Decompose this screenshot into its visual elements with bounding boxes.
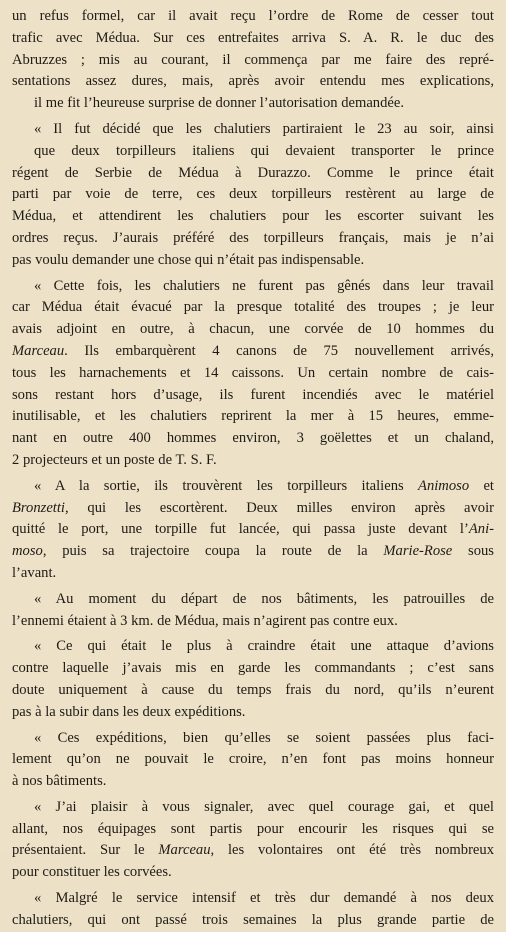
text-line: sons restant hors d’usage, ils furent incendiés avec le matériel — [12, 386, 494, 403]
paragraph-9 — [12, 888, 494, 932]
text-line: « J’ai plaisir à vous signaler, avec quel courage gai, et quel — [34, 798, 494, 815]
text-line: pour constituer les corvées. — [12, 864, 172, 881]
text-line: il me fit l’heureuse surprise de donner l’autorisation demandée. — [34, 95, 404, 112]
text-line: avais adjoint en outre, à chacun, une corvée de 10 hommes du — [12, 321, 494, 338]
text-line: Abruzzes ; mis au courant, il commença par me faire des repré- — [12, 51, 494, 68]
text-line: inutilisable, et les chalutiers reprirent la mer à 15 heures, emme- — [12, 408, 494, 425]
text-line: présentaient. Sur le Marceau, les volontaires ont été très nombreux — [12, 842, 494, 859]
paragraph-8 — [12, 797, 494, 884]
text-line: à nos bâtiments. — [12, 773, 107, 790]
text-line: allant, nos équipages sont partis pour encourir les risques qui se — [12, 820, 494, 837]
text-line: trafic avec Méduа. Sur ces entrefaites arriva S. A. R. le duc des — [12, 29, 494, 46]
paragraph-1 — [12, 6, 494, 115]
text-line: Médua, et attendirent les chalutiers pour les escorter suivant les — [12, 208, 494, 225]
text-line: chalutiers, qui ont passé trois semaines la plus grande partie de — [12, 911, 494, 928]
paragraph-3 — [12, 276, 494, 472]
text-line: l’ennemi étaient à 3 km. de Médua, mais n’agirent pas contre eux. — [12, 612, 398, 629]
text-line: moso, puis sa trajectoire coupa la route de la Marie-Rose sous — [12, 543, 494, 560]
text-line: Bronzetti, qui les escortèrent. Deux milles environ après avoir — [12, 499, 494, 516]
text-line: contre laquelle j’avais mis en garde les commandants ; c’est sans — [12, 660, 494, 677]
text-line: sentations assez dures, mais, après avoir entendu mes explications, — [12, 73, 494, 90]
text-line: pas voulu demander une chose qui n’était pas indispensable. — [12, 251, 365, 268]
text-line: « Ce qui était le plus à craindre était une attaque d’avions — [34, 638, 494, 655]
text-line: car Médua était évacué par la presque totalité des troupes ; je leur — [12, 299, 494, 316]
text-line: « Ces expéditions, bien qu’elles se soient passées plus faci- — [34, 729, 494, 746]
paragraph-4 — [12, 476, 494, 585]
text-line: ordres reçus. J’aurais préféré des torpilleurs français, mais je n’ai — [12, 229, 494, 246]
paragraph-7 — [12, 728, 494, 793]
paragraph-5 — [12, 589, 494, 633]
text-line: « A la sortie, ils trouvèrent les torpilleurs italiens Animoso et — [34, 477, 494, 494]
text-line: l’avant. — [12, 564, 57, 581]
text-line: lement qu’on ne pouvait le croire, n’en font pas moins honneur — [12, 751, 494, 768]
paragraph-2 — [12, 119, 494, 272]
text-line: « Malgré le service intensif et très dur demandé à nos deux — [34, 890, 494, 907]
text-line: doute uniquement à cause du temps frais du nord, qu’ils n’eurent — [12, 681, 494, 698]
text-line: nant en outre 400 hommes environ, 3 goëlettes et un chaland, — [12, 430, 494, 447]
text-line: « Au moment du départ de nos bâtiments, les patrouilles de — [34, 590, 494, 607]
text-line: Marceau. Ils embarquèrent 4 canons de 75 nouvellement arrivés, — [12, 342, 494, 359]
paragraph-6 — [12, 636, 494, 723]
text-line: « Il fut décidé que les chalutiers partiraient le 23 au soir, ainsi — [34, 120, 494, 137]
text-line: un refus formel, car il avait reçu l’ordre de Rome de cesser tout — [12, 8, 494, 24]
text-line: que deux torpilleurs italiens qui devaient transporter le prince — [34, 142, 494, 159]
text-line: pas à la subir dans les deux expéditions. — [12, 703, 246, 720]
text-line: quitté le port, une torpille fut lancée, qui passa juste devant l’Ani- — [12, 521, 494, 538]
text-line: « Cette fois, les chalutiers ne furent pas gênés dans leur travail — [34, 277, 494, 294]
text-line: tous les harnachements et 14 caissons. Un certain nombre de cais- — [12, 364, 494, 381]
text-line: 2 projecteurs et un poste de T. S. F. — [12, 451, 217, 468]
text-line: régent de Serbie de Médua à Durazzo. Comme le prince était — [12, 164, 494, 181]
text-line: parti par voie de terre, ces deux torpilleurs restèrent au large de — [12, 186, 494, 203]
